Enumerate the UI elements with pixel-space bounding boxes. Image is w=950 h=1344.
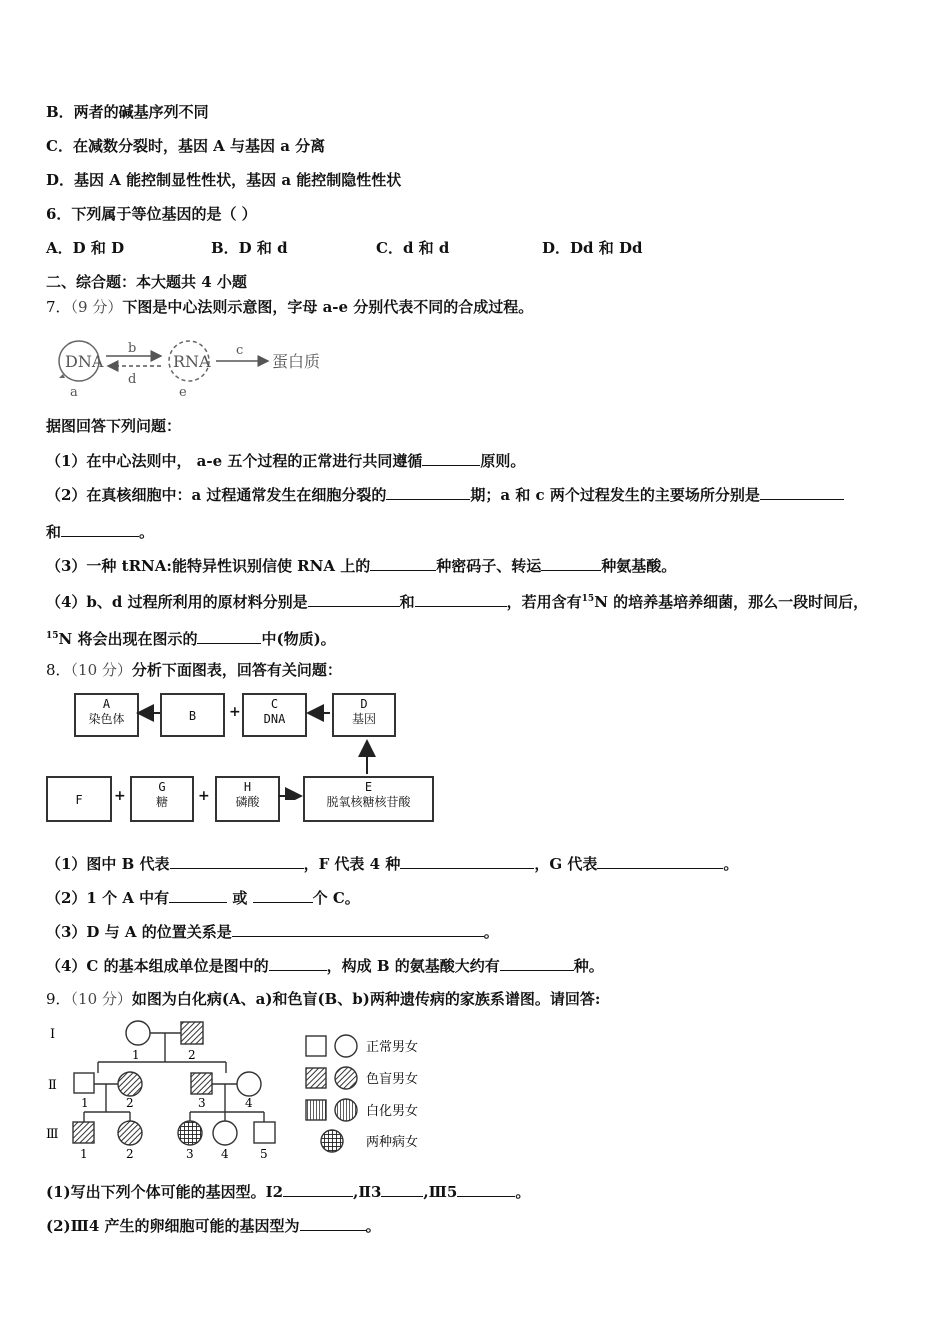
protein-label: 蛋白质	[272, 352, 321, 371]
q6-option-d: D．Dd 和 Dd	[542, 239, 643, 257]
answer-blank[interactable]	[422, 450, 480, 466]
q7-part4-text: （4）b、d 过程所利用的原材料分别是	[46, 593, 308, 611]
box-g-letter: G	[158, 780, 166, 794]
q8-part2	[46, 887, 360, 908]
q9-part1-text-mid2: ,Ⅲ5	[423, 1183, 458, 1201]
legend-both-female	[321, 1130, 343, 1152]
q8-part2-text-end: 个 C。	[312, 889, 360, 907]
label-a: a	[70, 385, 78, 400]
q7-part2-text: （2）在真核细胞中：a 过程通常发生在细胞分裂的	[46, 486, 387, 504]
q7-part2-text-end: 。	[139, 523, 155, 541]
individual-number: 1	[81, 1096, 89, 1110]
individual-number: 1	[80, 1147, 88, 1161]
q8-part4-text-end: 种。	[573, 957, 604, 975]
label-d: d	[128, 372, 137, 387]
pedigree-i2-male-colorblind	[181, 1022, 203, 1044]
individual-number: 4	[221, 1147, 229, 1161]
answer-blank[interactable]	[197, 628, 261, 644]
box-d-letter: D	[360, 697, 368, 711]
q7-part4-text-final: 中(物质)。	[261, 630, 336, 648]
pedigree-iii2-female-colorblind	[118, 1121, 142, 1145]
q7-stem	[46, 297, 533, 317]
section-title: 二、综合题：本大题共 4 小题	[46, 273, 247, 291]
q7-part2-cont	[46, 521, 154, 542]
box-h-letter: H	[243, 780, 252, 794]
box-c-text: DNA	[263, 712, 286, 726]
pedigree-iii4-female-normal	[213, 1121, 237, 1145]
q9-score: （10 分）	[70, 990, 132, 1008]
legend-colorblind-female	[335, 1067, 357, 1089]
q7-part1-text: （1）在中心法则中， a-e 五个过程的正常进行共同遵循	[46, 452, 423, 470]
q7-part2	[46, 484, 844, 505]
legend-normal-male	[306, 1036, 326, 1056]
answer-blank[interactable]	[457, 1181, 515, 1197]
box-b-letter: B	[188, 709, 197, 723]
q9-part2-text-end: 。	[365, 1217, 381, 1235]
box-d-text: 基因	[351, 712, 376, 726]
q9-part1	[46, 1181, 530, 1202]
legend-label: 正常男女	[366, 1040, 419, 1055]
answer-blank[interactable]	[269, 955, 327, 971]
box-a-text: 染色体	[88, 712, 125, 726]
q7-part4-text-mid: ，若用含有	[506, 593, 582, 611]
answer-blank[interactable]	[400, 853, 534, 869]
q9-number: 9．	[46, 990, 71, 1008]
legend-normal-female	[335, 1035, 357, 1057]
q9-stem	[46, 989, 600, 1009]
q8-stem-text: 分析下面图表，回答有关问题：	[131, 661, 342, 679]
answer-blank[interactable]	[61, 521, 139, 537]
q9-part2-text: (2)Ⅲ4 产生的卵细胞可能的基因型为	[46, 1217, 300, 1235]
box-e-letter: E	[364, 780, 373, 794]
answer-blank[interactable]	[541, 555, 601, 571]
pedigree-i1-female-normal	[126, 1021, 150, 1045]
q7-part3-text-end: 种氨基酸。	[601, 557, 677, 575]
q8-part4-text: （4）C 的基本组成单位是图中的	[46, 957, 269, 975]
answer-blank[interactable]	[370, 555, 436, 571]
box-f	[46, 776, 112, 822]
q8-part2-text-or: 或	[227, 889, 253, 907]
plus-sign: +	[229, 704, 241, 720]
label-b: b	[128, 341, 137, 356]
pedigree-legend	[306, 1035, 418, 1152]
q6-option-c: C．d 和 d	[376, 239, 450, 257]
pedigree-ii3-male-colorblind	[191, 1073, 212, 1094]
box-h-text: 磷酸	[235, 795, 260, 809]
individual-number: 4	[245, 1096, 253, 1110]
individual-number: 2	[188, 1048, 196, 1062]
q6-option-a: A．D 和 D	[46, 239, 125, 257]
generation-label: Ⅲ	[46, 1127, 59, 1142]
q8-part1-text-mid: ，F 代表 4 种	[303, 855, 401, 873]
answer-blank[interactable]	[253, 887, 313, 903]
isotope-superscript: 15	[46, 631, 59, 641]
box-a-letter: A	[102, 697, 111, 711]
answer-blank[interactable]	[415, 591, 507, 607]
q8-score: （10 分）	[70, 661, 132, 679]
q7-part3	[46, 555, 676, 576]
q7-part4-cont	[46, 626, 336, 649]
answer-blank[interactable]	[597, 853, 723, 869]
q7-intro: 据图回答下列问题：	[46, 417, 182, 435]
individual-number: 2	[126, 1147, 134, 1161]
q8-part4-text-mid: ，构成 B 的氨基酸大约有	[326, 957, 500, 975]
legend-label: 两种病女	[366, 1135, 419, 1150]
central-dogma-diagram	[46, 334, 346, 400]
q8-part1	[46, 853, 738, 874]
label-e: e	[179, 385, 187, 400]
q9-part1-text: (1)写出下列个体可能的基因型。Ⅰ2	[46, 1183, 284, 1201]
dna-label: DNA	[65, 352, 104, 371]
q7-part2-text-and: 和	[46, 523, 62, 541]
q5-option-d: D．基因 A 能控制显性性状，基因 a 能控制隐性性状	[46, 171, 402, 189]
box-c-letter: C	[270, 697, 279, 711]
legend-albinism-female	[335, 1099, 357, 1121]
plus-sign: +	[198, 788, 210, 804]
q8-part1-text-mid2: ，G 代表	[534, 855, 598, 873]
answer-blank[interactable]	[170, 853, 304, 869]
answer-blank[interactable]	[300, 1215, 366, 1231]
q5-option-c: C．在减数分裂时，基因 A 与基因 a 分离	[46, 137, 326, 155]
legend-label: 白化男女	[366, 1104, 419, 1119]
individual-number: 3	[186, 1147, 194, 1161]
label-c: c	[236, 343, 244, 358]
answer-blank[interactable]	[169, 887, 227, 903]
concept-map-arrows	[130, 700, 440, 800]
q8-part4	[46, 955, 604, 976]
pedigree-ii2-female-colorblind	[118, 1072, 142, 1096]
pedigree-ii4-female-normal	[237, 1072, 261, 1096]
individual-number: 2	[126, 1096, 134, 1110]
answer-blank[interactable]	[381, 1181, 423, 1197]
box-e-text: 脱氧核糖核苷酸	[326, 795, 411, 809]
answer-blank[interactable]	[308, 591, 400, 607]
generation-label: Ⅰ	[50, 1027, 56, 1042]
q7-score: （9 分）	[70, 298, 123, 316]
q7-part1-text-end: 原则。	[480, 452, 526, 470]
legend-label: 色盲男女	[366, 1072, 419, 1087]
q7-stem-text: 下图是中心法则示意图，字母 a-e 分别代表不同的合成过程。	[122, 298, 534, 316]
legend-colorblind-male	[306, 1068, 326, 1088]
q8-part2-text: （2）1 个 A 中有	[46, 889, 170, 907]
answer-blank[interactable]	[760, 484, 844, 500]
q9-part2	[46, 1215, 381, 1236]
q7-part3-text: （3）一种 tRNA:能特异性识别信使 RNA 上的	[46, 557, 371, 575]
rna-label: RNA	[173, 352, 211, 371]
answer-blank[interactable]	[386, 484, 470, 500]
individual-number: 1	[132, 1048, 140, 1062]
pedigree-ii1-male-normal	[74, 1073, 94, 1093]
q7-part3-text-mid: 种密码子、转运	[436, 557, 542, 575]
individual-number: 5	[260, 1147, 268, 1161]
pedigree-iii3-female-both	[178, 1121, 202, 1145]
q9-part1-text-end: 。	[515, 1183, 531, 1201]
q6-stem: 6．下列属于等位基因的是（ ）	[46, 205, 257, 223]
legend-albinism-male	[306, 1100, 326, 1120]
q7-part1	[46, 450, 525, 471]
box-f-letter: F	[75, 793, 83, 807]
q5-option-b: B．两者的碱基序列不同	[46, 103, 209, 121]
generation-label: Ⅱ	[48, 1078, 57, 1093]
q7-part2-text-mid: 期；a 和 c 两个过程发生的主要场所分别是	[470, 486, 760, 504]
q8-part3	[46, 921, 499, 942]
answer-blank[interactable]	[500, 955, 574, 971]
pedigree-chart	[40, 1018, 460, 1166]
q7-part4-text-and: 和	[399, 593, 415, 611]
q8-stem	[46, 660, 342, 680]
q8-part1-text: （1）图中 B 代表	[46, 855, 170, 873]
pedigree-iii5-male-normal	[254, 1122, 275, 1143]
q9-stem-text: 如图为白化病(A、a)和色盲(B、b)两种遗传病的家族系谱图。请回答:	[131, 990, 601, 1008]
answer-blank[interactable]	[283, 1181, 353, 1197]
q7-part4	[46, 589, 868, 612]
q7-part4-text-cont: N 将会出现在图示的	[58, 630, 198, 648]
isotope-superscript: 15	[581, 594, 595, 604]
q8-part3-text-end: 。	[483, 923, 499, 941]
q8-part1-text-end: 。	[723, 855, 739, 873]
q8-part3-text: （3）D 与 A 的位置关系是	[46, 923, 232, 941]
plus-sign: +	[114, 788, 126, 804]
q8-number: 8．	[46, 661, 71, 679]
q6-option-b: B．D 和 d	[211, 239, 288, 257]
pedigree-iii1-male-colorblind	[73, 1122, 94, 1143]
q9-part1-text-mid: ,Ⅱ3	[353, 1183, 382, 1201]
individual-number: 3	[198, 1096, 206, 1110]
q7-number: 7．	[46, 298, 71, 316]
box-g-text: 糖	[155, 795, 168, 809]
q7-part4-text-end: N 的培养基培养细菌，那么一段时间后，	[594, 593, 869, 611]
answer-blank[interactable]	[232, 921, 484, 937]
